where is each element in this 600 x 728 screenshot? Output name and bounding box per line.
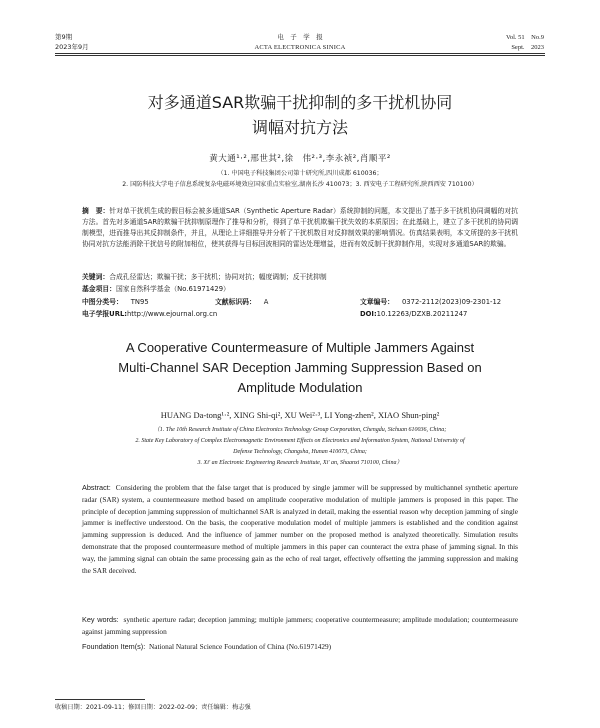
article-number-label: 文章编号： [360,298,394,306]
keywords-en [82,614,518,638]
abstract-cn [82,206,518,250]
footnote-rule [55,699,145,700]
header-rule-secondary [55,55,545,56]
funding-en-text: National Natural Science Foundation of China (No.61971429) [148,642,332,651]
affiliation-cn-line-1: （1. 中国电子科技集团公司第十研究所,四川成都 610036； [217,170,383,177]
issue-date-en: Sept. 2023 [511,44,544,51]
affiliation-en-line-3: Defense Technology, Changsha, Hunan 410073, China; [233,449,367,455]
title-cn-line-2: 调幅对抗方法 [251,118,348,137]
doi-value[interactable]: 10.12263/DZXB.20211247 [376,310,468,318]
authors-en: HUANG Da-tong¹·², XING Shi-qi², XU Wei²·³, LI Yong-zhen², XIAO Shun-ping² [160,410,440,420]
header-rule [55,53,545,54]
doi [360,309,467,319]
funding-cn [82,284,518,294]
affiliation-en-line-2: 2. State Key Laboratory of Complex Electromagnetic Environment Effects on Electronics and Information System, National University of [135,438,465,444]
abstract-en [82,482,518,576]
title-cn-line-1: 对多通道SAR欺骗干扰抑制的多干扰机协同 [147,93,453,112]
keywords-cn-label: 关键词： [82,273,110,281]
affiliation-cn-line-2: 2. 国防科技大学电子信息系统复杂电磁环境效应国家重点实验室,湖南长沙 410073；3. 西安电子工程研究所,陕西西安 710100） [122,181,478,188]
title-en-line-3: Amplitude Modulation [237,380,363,395]
funding-en [82,641,518,652]
abstract-en-text: Considering the problem that the false target that is produced by single jammer will be suppressed by multichannel synthetic aperture radar (SAR) system, a countermeasure method based on amplitude cooperative modulation of multiple jammers is proposed in this paper. The principle of deception jamming suppression of multichannel SAR is analyzed in detail, making the essential reason why deception jamming of single jammer is ineffective understood. On the basis, the cooperative modulation model of multiple jammers is established and the condition against jamming suppression is deduced. And the influence of jammer number on the proposed method is analyzed theoretically. Simulation results demonstrate that the proposed countermeasure method of multiple jammers in this paper can counteract the extra phase of jamming signal. In this way, the jamming signal can obtain the same processing gain as the echo of real target, effectively offsetting the jamming suppression and making the SAR deceived. [82,483,518,575]
keywords-cn [82,272,518,282]
authors-cn: 黄大通¹·²,邢世其²,徐 伟²·³,李永祯²,肖顺平² [209,154,391,164]
doi-label: DOI: [360,310,377,318]
article-number [360,297,501,307]
journal-url-link[interactable]: http://www.ejournal.org.cn [127,310,218,318]
keywords-en-label: Key words: [82,615,119,624]
document-code-value: A [263,298,269,306]
journal-name-en: ACTA ELECTRONICA SINICA [254,44,346,51]
journal-url [82,309,217,319]
received-dates: 收稿日期：2021-09-11；修回日期：2022-02-09；责任编辑：梅志强 [55,704,251,711]
abstract-en-label: Abstract: [82,483,111,492]
clc-label: 中图分类号： [82,298,123,306]
article-number-value: 0372-2112(2023)09-2301-12 [401,298,502,306]
journal-url-label: 电子学报URL: [82,310,127,318]
issue-date-cn: 2023年9月 [55,43,89,51]
title-en-line-2: Multi-Channel SAR Deception Jamming Suppression Based on [118,360,482,375]
funding-cn-label: 基金项目： [82,285,116,293]
volume-number: Vol. 51 No.9 [506,34,544,41]
title-en-line-1: A Cooperative Countermeasure of Multiple Jammers Against [125,340,475,355]
funding-cn-text: 国家自然科学基金（No.61971429） [115,285,230,293]
funding-en-label: Foundation Item(s): [82,642,146,651]
document-code [215,297,268,307]
clc-number [82,297,149,307]
keywords-cn-text: 合成孔径雷达；欺骗干扰；多干扰机；协同对抗；幅度调制；反干扰抑制 [109,273,327,281]
clc-value: TN95 [130,298,149,306]
affiliation-en-line-1: （1. The 10th Research Institute of China Electronics Technology Group Corporation, Chengdu, Sichuan 610036, China; [153,427,447,433]
abstract-cn-text: 针对单干扰机生成的假目标会被多通道SAR（Synthetic Aperture Radar）系统抑制的问题，本文提出了基于多干扰机协同调幅的对抗方法。首先对多通道SAR的欺骗干扰抑制原理作了推导和分析，得到了单干扰机欺骗干扰失效的本质原因；在此基础上，建立了多干扰机的协同调制模型，进而推导出其反抑制条件，并且，从理论上详细推导并分析了干扰机数目对反抑制效果的影响情况。仿真结果表明，本文所提的多干扰机协同对抗方法能消除干扰信号的附加相位，使其获得与目标回波相同的雷达处理增益，进而有效反制干扰抑制作用，实现对多通道SAR的欺骗。 [82,207,518,248]
journal-name-cn: 电 子 学 报 [277,33,323,41]
issue-number: 第9期 [55,33,73,41]
abstract-cn-label: 摘 要： [82,207,110,215]
keywords-en-text: synthetic aperture radar; deception jamming; multiple jammers; cooperative countermeasure; amplitude modulation; countermeasure against jamming suppression [82,615,518,636]
affiliation-en-line-4: 3. Xi' an Electronic Engineering Research Institute, Xi' an, Shaanxi 710100, China） [197,460,403,466]
document-code-label: 文献标识码： [215,298,256,306]
